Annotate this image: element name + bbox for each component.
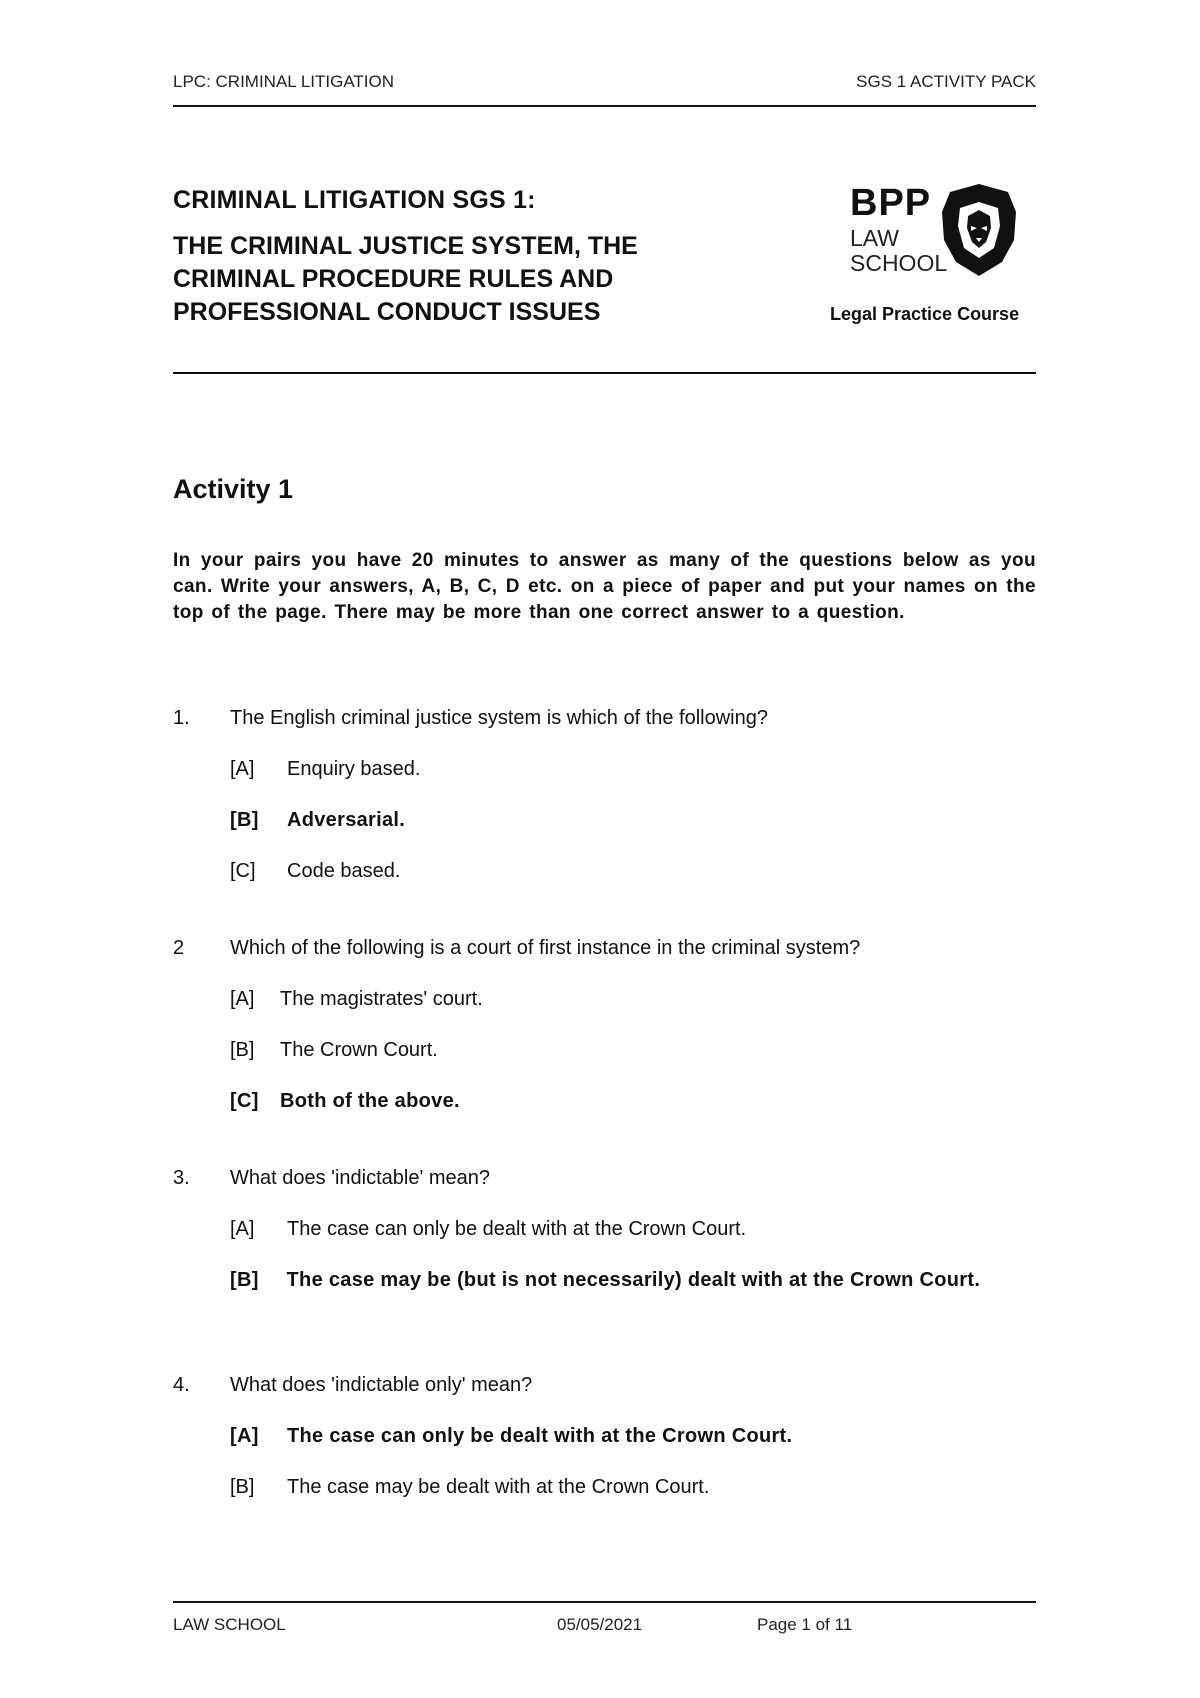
header-course: LPC: CRIMINAL LITIGATION: [173, 72, 395, 91]
logo-line-law: LAW: [850, 225, 899, 251]
footer-rule: [173, 1601, 1036, 1603]
option-label: [B]: [230, 1476, 255, 1498]
option-label: [C]: [230, 1090, 259, 1112]
page-title: CRIMINAL LITIGATION SGS 1:: [173, 186, 536, 214]
option-text: The Crown Court.: [280, 1039, 438, 1061]
question-text: The English criminal justice system is which of the following?: [230, 707, 768, 729]
question-number: 4.: [173, 1374, 190, 1396]
footer-school: LAW SCHOOL: [173, 1615, 286, 1634]
logo-course: Legal Practice Course: [830, 304, 1020, 324]
option-text: Code based.: [287, 860, 401, 882]
option-text: Both of the above.: [280, 1090, 460, 1112]
option-label: [B]: [230, 1269, 259, 1291]
header-pack: SGS 1 ACTIVITY PACK: [856, 72, 1036, 91]
option-text: The case may be dealt with at the Crown Court.: [287, 1476, 710, 1498]
option-label: [A]: [230, 1425, 259, 1447]
question-text: Which of the following is a court of first instance in the criminal system?: [230, 937, 861, 959]
page-subtitle: THE CRIMINAL JUSTICE SYSTEM, THE CRIMINAL PROCEDURE RULES AND PROFESSIONAL CONDUCT ISSUES: [173, 232, 638, 326]
question-text: What does 'indictable' mean?: [230, 1167, 491, 1189]
logo-law-school: [850, 226, 947, 276]
activity-heading: Activity 1: [173, 474, 294, 504]
option-label: [B]: [230, 809, 259, 831]
logo-line-school: SCHOOL: [850, 250, 948, 276]
option-label: [B]: [230, 1039, 255, 1061]
option-label: [A]: [230, 758, 255, 780]
option-label: [A]: [230, 988, 255, 1010]
activity-instructions: In your pairs you have 20 minutes to answer as many of the questions below as you can. Write your answers, A, B, C, D etc. on a piece of paper and put your names on the top of the page. There may be more than one correct answer to a question.: [173, 550, 1036, 623]
option-text: The case can only be dealt with at the Crown Court.: [287, 1425, 793, 1447]
title-rule: [173, 372, 1036, 374]
question-number: 2: [173, 937, 185, 959]
option-text: The case can only be dealt with at the Crown Court.: [287, 1218, 747, 1240]
option-label: [A]: [230, 1218, 255, 1240]
logo-brand: BPP: [850, 182, 932, 224]
question-text: What does 'indictable only' mean?: [230, 1374, 533, 1396]
option-text: The case may be (but is not necessarily) dealt with at the Crown Court.: [286, 1269, 981, 1291]
footer-page-number: Page 1 of 11: [757, 1615, 853, 1634]
option-text: Enquiry based.: [287, 758, 421, 780]
header-rule: [173, 105, 1036, 107]
option-label: [C]: [230, 860, 256, 882]
question-number: 1.: [173, 707, 190, 729]
footer-date: 05/05/2021: [557, 1615, 643, 1634]
lion-head-icon: [938, 182, 1020, 278]
option-text: Adversarial.: [287, 809, 406, 831]
question-number: 3.: [173, 1167, 190, 1189]
option-correct: [230, 1267, 1036, 1293]
option-text: The magistrates' court.: [280, 988, 483, 1010]
